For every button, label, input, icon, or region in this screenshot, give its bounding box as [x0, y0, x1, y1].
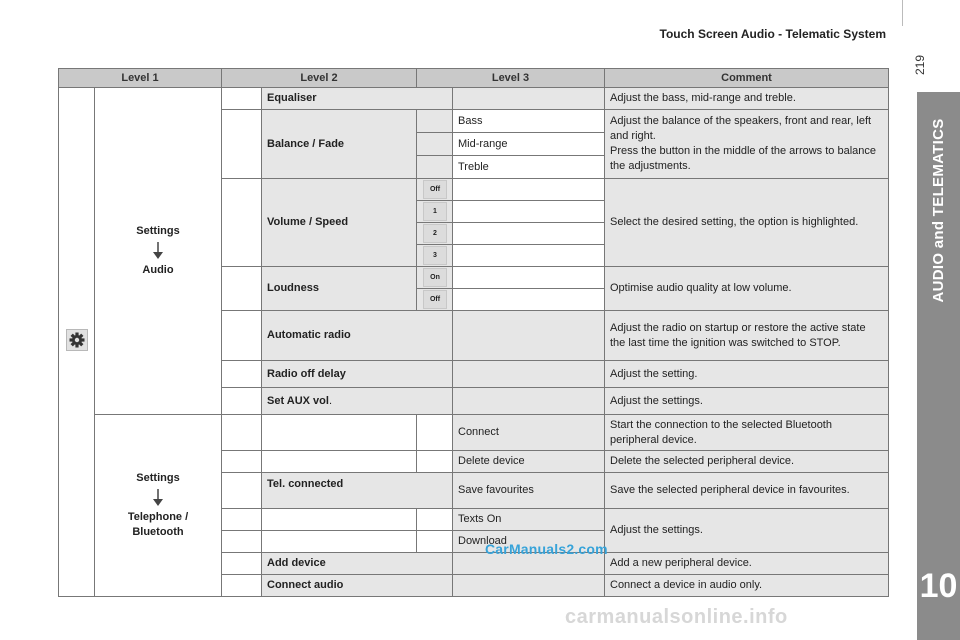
option-cell: [417, 267, 453, 289]
spacer-cell: [222, 388, 262, 415]
level3-treble: Treble: [453, 156, 605, 179]
option-cell: [417, 289, 453, 311]
comment-automatic-radio: Adjust the radio on startup or restore the active state the last time the ignition was switched to STOP.: [605, 311, 889, 361]
level3-empty: [453, 388, 605, 415]
spacer-cell: [417, 156, 453, 179]
spacer-cell: [417, 451, 453, 473]
level2-balance: Balance / Fade: [262, 110, 417, 179]
spacer-cell: [417, 133, 453, 156]
option-on-chip[interactable]: On: [423, 268, 447, 287]
watermark: CarManuals2.com: [485, 541, 608, 557]
spacer-cell: [222, 553, 262, 575]
comment-balance: Adjust the balance of the speakers, front and rear, left and right. Press the button in the middle of the arrows to balance the adjustments.: [605, 110, 889, 179]
arrow-down-icon: [152, 242, 164, 260]
spacer-cell: [222, 311, 262, 361]
option-1-chip[interactable]: 1: [423, 202, 447, 221]
set-aux-vol-suffix: .: [328, 394, 333, 407]
level3-bass: Bass: [453, 110, 605, 133]
spacer-cell: [222, 179, 262, 267]
page-number: 219: [913, 54, 927, 76]
comment-save-favourites: Save the selected peripheral device in favourites.: [605, 473, 889, 509]
comment-radio-off-delay: Adjust the setting.: [605, 361, 889, 388]
level2-loudness: Loudness: [262, 267, 417, 311]
level2-set-aux-vol: [262, 388, 453, 415]
level3-empty: [453, 88, 605, 110]
footer-watermark: carmanualsonline.info: [565, 606, 788, 628]
level2-tel-connected: Tel. connected: [262, 473, 453, 509]
comment-delete-device: Delete the selected peripheral device.: [605, 451, 889, 473]
level3-empty: [453, 575, 605, 597]
level1-settings-audio: [95, 88, 222, 415]
table-header-row: [59, 69, 889, 88]
comment-connect-audio: Connect a device in audio only.: [605, 575, 889, 597]
level3-empty: [453, 267, 605, 289]
level2-radio-off-delay: Radio off delay: [262, 361, 453, 388]
level2-empty: [262, 451, 417, 473]
level1-settings-label: Settings: [136, 472, 180, 484]
level2-empty: [262, 531, 417, 553]
level1-settings-telephone: [95, 415, 222, 597]
option-off-chip[interactable]: Off: [423, 290, 447, 309]
spacer-cell: [417, 531, 453, 553]
spacer-cell: [222, 361, 262, 388]
level3-empty: [453, 245, 605, 267]
settings-table: [58, 68, 889, 597]
level2-connect-audio: Connect audio: [262, 575, 453, 597]
spacer-cell: [417, 509, 453, 531]
option-cell: [417, 245, 453, 267]
option-2-chip[interactable]: 2: [423, 224, 447, 243]
spacer-cell: [222, 575, 262, 597]
chapter-label: AUDIO and TELEMATICS: [930, 118, 947, 303]
spacer-cell: [417, 110, 453, 133]
spacer-cell: [222, 267, 262, 311]
option-cell: [417, 223, 453, 245]
comment-connect: Start the connection to the selected Bluetooth peripheral device.: [605, 415, 889, 451]
table-row: [59, 415, 889, 451]
comment-loudness: Optimise audio quality at low volume.: [605, 267, 889, 311]
level3-empty: [453, 223, 605, 245]
level1-bluetooth-label: Bluetooth: [132, 526, 184, 538]
chapter-number: 10: [919, 567, 958, 605]
spacer-cell: [222, 473, 262, 509]
spacer-cell: [222, 110, 262, 179]
level1-telephone-label: Telephone /: [127, 511, 189, 523]
level2-equaliser: Equaliser: [262, 88, 453, 110]
level2-add-device: Add device: [262, 553, 453, 575]
page-title: Touch Screen Audio - Telematic System: [659, 27, 886, 41]
table-row: [59, 88, 889, 110]
level1-audio-label: Audio: [142, 264, 174, 276]
level3-empty: [453, 201, 605, 223]
option-off-chip[interactable]: Off: [423, 180, 447, 199]
option-cell: [417, 179, 453, 201]
spacer-cell: [222, 451, 262, 473]
level3-download: Download: [453, 531, 605, 553]
level2-empty: [262, 509, 417, 531]
level1-settings-label: Settings: [136, 225, 180, 237]
level3-delete-device: Delete device: [453, 451, 605, 473]
settings-gear-icon: [66, 329, 88, 351]
comment-texts-download: Adjust the settings.: [605, 509, 889, 553]
level2-empty: [262, 415, 417, 451]
level3-empty: [453, 179, 605, 201]
settings-icon-cell: [59, 88, 95, 597]
column-header-comment: Comment: [605, 69, 889, 88]
option-cell: [417, 201, 453, 223]
spacer-cell: [222, 509, 262, 531]
option-3-chip[interactable]: 3: [423, 246, 447, 265]
level3-texts-on: Texts On: [453, 509, 605, 531]
comment-set-aux-vol: Adjust the settings.: [605, 388, 889, 415]
level2-volume: Volume / Speed: [262, 179, 417, 267]
set-aux-vol-label: Set AUX vol: [267, 394, 329, 407]
level3-connect: Connect: [453, 415, 605, 451]
column-header-level1: Level 1: [59, 69, 222, 88]
spacer-cell: [222, 531, 262, 553]
comment-volume: Select the desired setting, the option is highlighted.: [605, 179, 889, 267]
spacer-cell: [417, 415, 453, 451]
comment-add-device: Add a new peripheral device.: [605, 553, 889, 575]
column-header-level2: Level 2: [222, 69, 417, 88]
margin-divider: [902, 0, 903, 26]
comment-equaliser: Adjust the bass, mid-range and treble.: [605, 88, 889, 110]
chapter-sidebar: [917, 92, 960, 640]
level3-empty: [453, 311, 605, 361]
spacer-cell: [222, 415, 262, 451]
column-header-level3: Level 3: [417, 69, 605, 88]
level3-empty: [453, 361, 605, 388]
level3-empty: [453, 289, 605, 311]
level3-mid-range: Mid-range: [453, 133, 605, 156]
level2-automatic-radio: Automatic radio: [262, 311, 453, 361]
spacer-cell: [222, 88, 262, 110]
level3-save-favourites: Save favourites: [453, 473, 605, 509]
arrow-down-icon: [152, 489, 164, 507]
